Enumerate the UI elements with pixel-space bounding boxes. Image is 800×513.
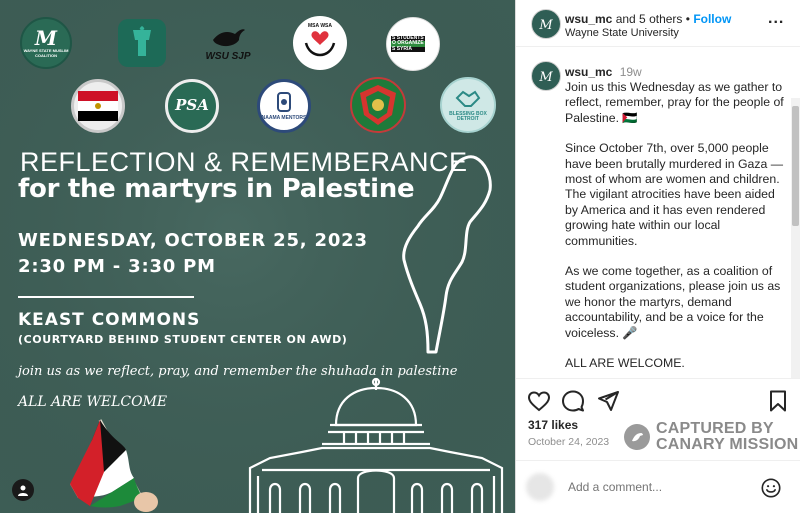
palestinian-student-shield-logo xyxy=(350,77,406,133)
handshake-icon xyxy=(455,88,481,110)
canary-bird-icon xyxy=(624,424,650,450)
dove-icon xyxy=(209,26,247,50)
caption-section xyxy=(516,48,800,378)
poster-time: 2:30 PM - 3:30 PM xyxy=(18,256,216,277)
caption-paragraph: ALL ARE WELCOME. xyxy=(565,356,685,371)
current-user-avatar xyxy=(526,473,554,501)
save-bookmark-icon[interactable] xyxy=(766,389,790,413)
torch-icon xyxy=(127,26,157,60)
caption-paragraph: Join us this Wednesday as we gather to reflect, remember, pray for the people of Palestine. 🇵🇸 xyxy=(565,80,784,125)
comment-bubble-icon[interactable] xyxy=(561,389,585,413)
post-location[interactable]: Wayne State University xyxy=(565,27,679,39)
caption-author-avatar[interactable] xyxy=(531,61,561,91)
post-details-panel xyxy=(515,0,800,513)
likes-count[interactable]: 317 likes xyxy=(528,418,579,432)
poster-venue-detail: (COURTYARD BEHIND STUDENT CENTER ON AWD) xyxy=(18,333,348,346)
separator-dot: • xyxy=(685,12,690,26)
emoji-picker-icon[interactable] xyxy=(760,477,782,499)
comment-composer xyxy=(516,460,800,513)
students-organize-for-syria-logo: S STUDENTS O ORGANIZE S SYRIA xyxy=(386,17,440,71)
post-authors xyxy=(565,12,731,26)
poster-join-text: join us as we reflect, pray, and remember the shuhada in palestine xyxy=(18,364,458,379)
msa-hands-heart-logo: MSA WSA xyxy=(293,16,347,70)
caption-age: 19w xyxy=(619,65,642,79)
wsu-mc-logo-icon xyxy=(532,62,560,90)
person-icon xyxy=(17,484,29,496)
follow-button[interactable]: Follow xyxy=(693,12,732,26)
more-options-icon[interactable]: ... xyxy=(768,10,785,27)
svg-text:M: M xyxy=(539,70,553,85)
egyptian-student-association-logo xyxy=(71,79,125,133)
shield-emblem-icon xyxy=(356,83,400,127)
wsu-mc-logo-icon xyxy=(532,10,560,38)
poster-title: REFLECTION & REMEMBERANCE xyxy=(20,147,468,177)
naama-mentors-logo: NAAMA MENTORS xyxy=(257,79,311,133)
heart-hands-icon xyxy=(302,29,338,59)
blessing-box-detroit-logo: BLESSING BOX DETROIT xyxy=(440,77,496,133)
svg-text:M: M xyxy=(539,18,553,33)
like-heart-icon[interactable] xyxy=(527,389,551,413)
poster-subtitle: for the martyrs in Palestine xyxy=(18,174,415,204)
caption-username[interactable]: wsu_mc xyxy=(565,65,613,79)
naama-emblem-icon xyxy=(274,91,294,113)
caption-paragraph: Since October 7th, over 5,000 people have been brutally murdered in Gaza — most of whom are women and children. The vigilant atrocities have been aided by America and it has even rendered growing hate within our local communities. xyxy=(565,141,784,248)
watermark-line-1: CAPTURED BY xyxy=(656,420,774,437)
wayne-state-muslim-coalition-logo: M WAYNE STATE MUSLIM COALITION xyxy=(20,17,72,69)
caption-text xyxy=(565,80,787,378)
poster-welcome-text: ALL ARE WELCOME xyxy=(18,394,168,410)
caption-scrollbar[interactable] xyxy=(792,106,799,226)
post-header xyxy=(516,0,800,47)
coauthors-link[interactable]: and 5 others xyxy=(615,12,683,26)
author-avatar[interactable] xyxy=(531,9,561,39)
author-username[interactable]: wsu_mc xyxy=(565,12,613,26)
comment-input[interactable] xyxy=(568,480,748,494)
poster-divider xyxy=(18,296,194,298)
caption-paragraph: As we come together, as a coalition of student organizations, please join us as we honor the martyrs, demand accountability, and be a voice for the voiceless. 🎤 xyxy=(565,264,781,340)
poster-date: WEDNESDAY, OCTOBER 25, 2023 xyxy=(18,230,368,251)
share-send-icon[interactable] xyxy=(596,389,620,413)
post-actions-bar xyxy=(516,378,800,418)
post-date: October 24, 2023 xyxy=(528,436,610,448)
egypt-flag-icon xyxy=(78,91,118,121)
canary-mission-watermark xyxy=(624,421,798,453)
caption-header xyxy=(565,65,642,79)
torch-org-logo xyxy=(118,19,166,67)
psa-logo: PSA xyxy=(165,79,219,133)
tagged-users-button[interactable] xyxy=(12,479,34,501)
poster-venue: KEAST COMMONS xyxy=(18,310,201,330)
wsu-sjp-logo: WSU SJP xyxy=(204,20,252,68)
watermark-line-2: CANARY MISSION xyxy=(656,436,799,453)
bird-glyph-icon xyxy=(629,429,645,445)
